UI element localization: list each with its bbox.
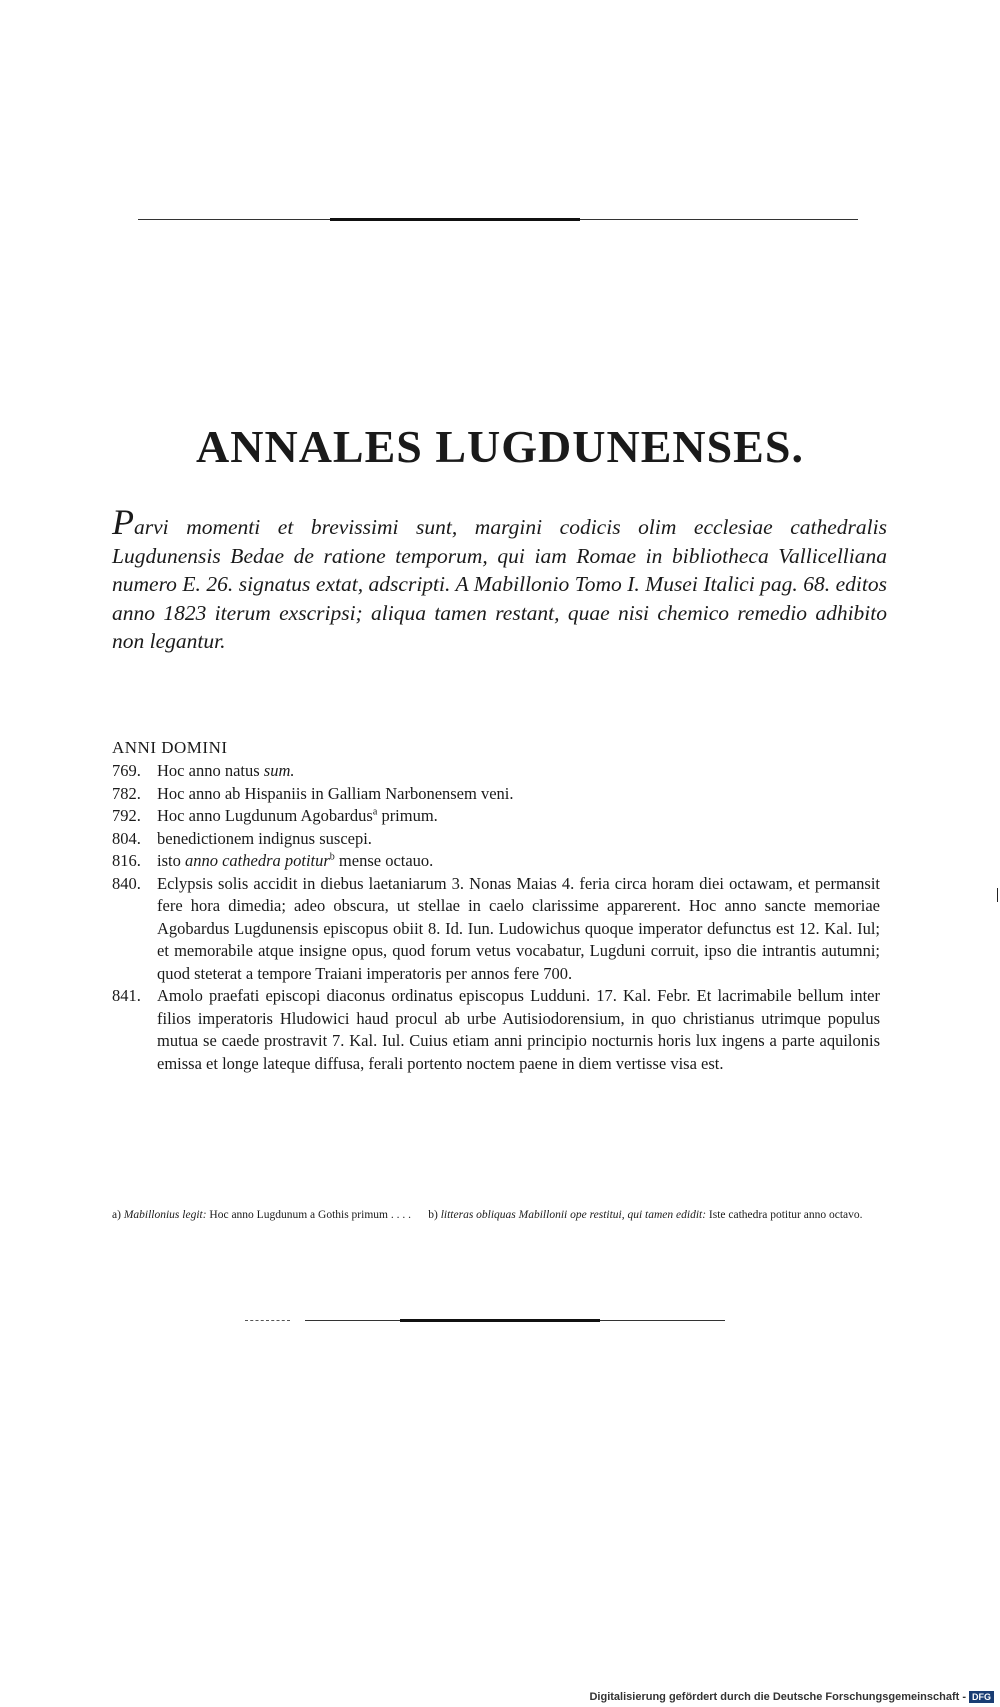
footnote-marker: a — [372, 806, 378, 818]
entry-text-cont: primum. — [377, 806, 438, 825]
top-rule-accent — [330, 218, 580, 221]
entry-text-cont: mense octauo. — [334, 851, 434, 870]
entry-year: 840. — [112, 873, 141, 893]
dfg-logo-icon: DFG — [969, 1691, 994, 1703]
annal-entry — [112, 760, 880, 783]
page-title: ANNALES LUGDUNENSES. — [196, 421, 804, 472]
annal-entry — [112, 783, 880, 806]
anni-domini-heading: ANNI DOMINI — [112, 738, 228, 757]
entry-year: 792. — [112, 806, 141, 825]
footnote-a-text: Hoc anno Lugdunum a Gothis primum . . . . — [209, 1209, 411, 1221]
footnote-a-italic: Mabillonius legit: — [123, 1209, 207, 1221]
footnote-b-italic: litteras obliquas Mabillonii ope restitui, qui tamen edidit: — [440, 1209, 707, 1221]
footnote-b-text: Iste cathedra potitur anno octavo. — [708, 1209, 863, 1221]
intro-paragraph — [112, 502, 887, 656]
footnote-b-label: b) — [428, 1209, 438, 1221]
entry-year: 841. — [112, 986, 141, 1005]
annal-entry — [112, 873, 880, 986]
entry-year: 804. — [112, 828, 141, 848]
entry-text: Hoc anno ab Hispaniis in Galliam Narbonensem veni. — [157, 783, 514, 803]
footnotes — [112, 1206, 880, 1224]
annal-entry — [112, 850, 880, 873]
intro-text: arvi momenti et brevissimi sunt, margini codicis olim ecclesiae cathedralis Lugdunensis Bedae de ratione temporum, qui iam Romae in bibliotheca Vallicelliana numero E. 26. signatus extat, adscripti. A Mabillonio Tomo I. Musei Italici pag. 68. editos anno 1823 iterum exscripsi; aliqua tamen restant, quae nisi chemico remedio adhibito non legantur. — [112, 515, 887, 653]
entry-year: 782. — [112, 783, 141, 803]
entry-text: Hoc anno Lugdunum Agobardus — [157, 806, 373, 825]
footnote-a-label: a) — [112, 1209, 121, 1221]
bottom-rule-accent — [400, 1319, 600, 1322]
edge-mark — [997, 888, 998, 902]
annal-entry — [112, 985, 880, 1075]
entry-text: benedictionem indignus suscepi. — [157, 828, 372, 848]
annal-entry — [112, 828, 880, 851]
entry-text-italic: sum. — [263, 761, 295, 780]
intro-dropcap: P — [112, 502, 134, 542]
entry-text-italic: anno cathedra potitur — [184, 851, 330, 870]
digitization-credit — [589, 1691, 994, 1703]
annal-entries — [112, 760, 880, 1075]
entry-text: Amolo praefati episcopi diaconus ordinatus episcopus Ludduni. 17. Kal. Febr. Et lacrimabile bellum inter filios imperatoris Hludowici haud procul ab urbe Autisiodorensium, in quo christianus utrimque populus mutua se caede prostravit 7. Kal. Iul. Cuius etiam anni principio nocturnis horis lux ingens a parte aquilonis emissa et longe lateque diffusa, ferali portento noctem paene in diem vertisse visa est. — [157, 986, 880, 1073]
bottom-rule-dash — [245, 1320, 290, 1321]
entry-text: Hoc anno natus — [157, 761, 260, 780]
entry-text: Eclypsis solis accidit in diebus laetaniarum 3. Nonas Maias 4. feria circa horam diei octawam, et permansit fere hora dimedia; adeo obscura, ut stellae in caelo clarissime apparerent. Hoc anno sancte memoriae Agobardus Lugdunensis episcopus obiit 8. Id. Iun. Ludowichus quoque imperator defunctus est 12. Kal. Iul; et memorabile atque insigne opus, quod forum vetus vocabatur, Lugduni corruit, ipso die intrantis autumni; quod steterat a tempore Traiani imperatoris per annos fere 700. — [157, 873, 880, 983]
footnote-marker: b — [329, 851, 335, 863]
entry-year: 816. — [112, 851, 141, 870]
credit-text: Digitalisierung gefördert durch die Deutsche Forschungsgemeinschaft - — [589, 1691, 966, 1703]
entry-text: isto — [157, 851, 181, 870]
annal-entry — [112, 805, 880, 828]
entry-year: 769. — [112, 761, 141, 780]
